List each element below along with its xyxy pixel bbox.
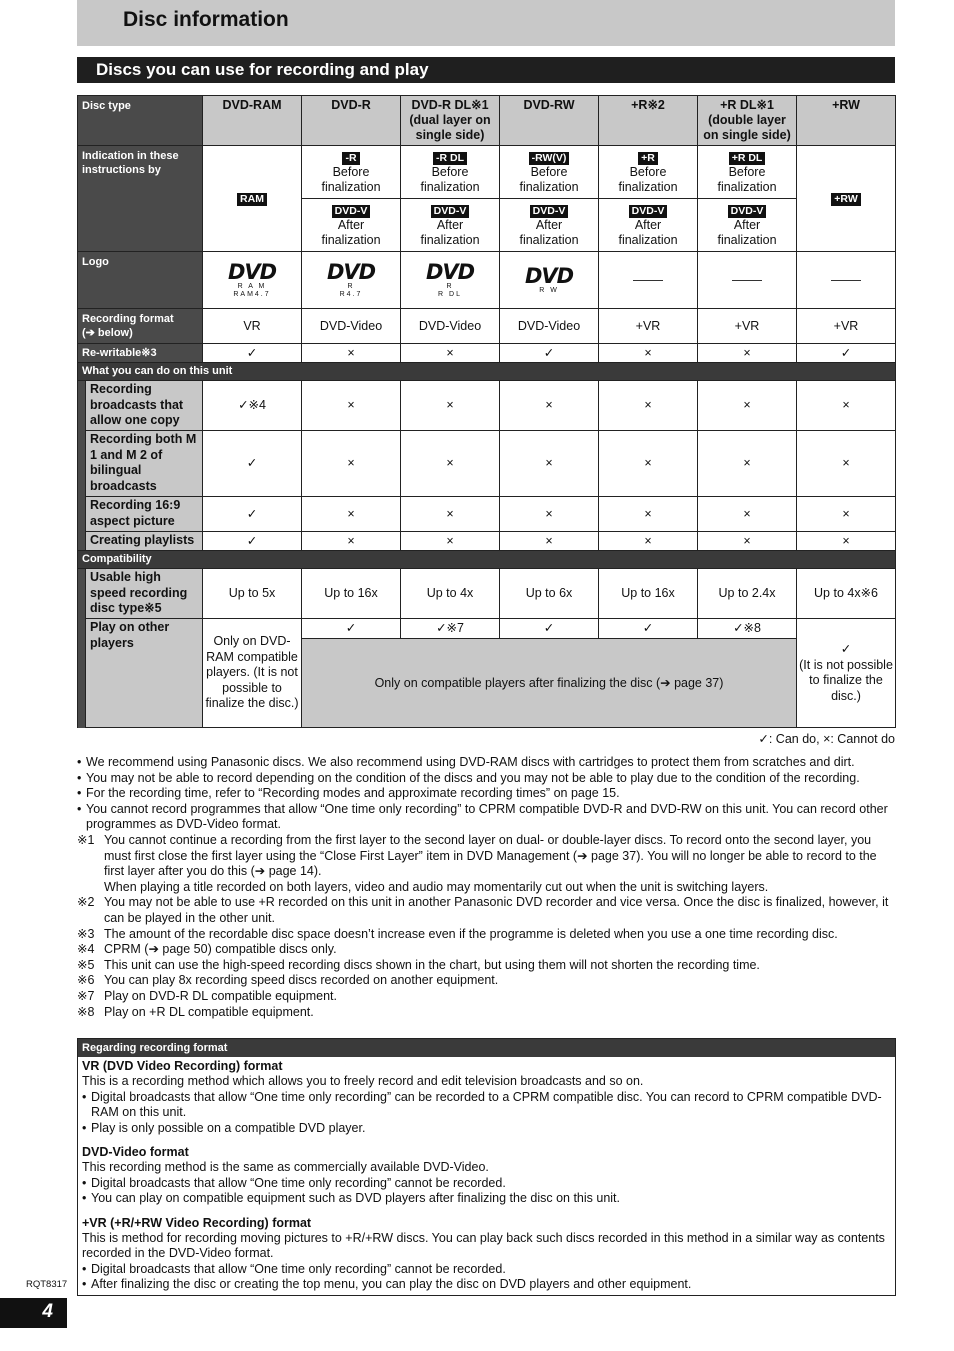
notes [77, 755, 897, 1020]
dvd-rw-logo-icon: DVD R W [524, 263, 574, 294]
ind-text: finalization [420, 232, 480, 247]
doc-id: RQT8317 [26, 1279, 68, 1290]
cell: ✓ [203, 344, 302, 363]
cell: Up to 16x [302, 569, 401, 619]
row-playlists [78, 532, 896, 551]
label-logo: Logo [78, 252, 203, 309]
bullet-item: • Digital broadcasts that allow “One time only recording” cannot be recorded. [82, 1175, 506, 1190]
vr-title: VR (DVD Video Recording) format [82, 1059, 283, 1073]
dvd-v-badge: DVD-V [530, 205, 569, 218]
ind-text: finalization [717, 179, 777, 194]
bullet-item: • For the recording time, refer to “Recording modes and approximate recording times” on page 15. [77, 786, 620, 801]
col-label: on single side) [703, 128, 791, 142]
col-label: (double layer [708, 113, 786, 127]
cell: × [302, 431, 401, 497]
col-dvd-r [302, 96, 401, 146]
bullet-text: After finalizing the disc or creating the top menu, you can play the disc on DVD players and other equipment. [91, 1277, 692, 1292]
ind-after [401, 199, 500, 252]
plus-vr-text: This is method for recording moving pictures to +R/+RW discs. You can play back such discs recorded in this method in a similar way as contents recorded in the DVD-Video format. [82, 1231, 885, 1261]
label-line: Recording format [82, 313, 174, 325]
cell: ✓ [203, 532, 302, 551]
vr-text: This is a recording method which allows you to freely record and edit television broadcasts and so on. [82, 1074, 644, 1089]
cell: × [599, 532, 698, 551]
footnote: ※2 You may not be able to use +R recorded on this unit in another Panasonic DVD recorder and vice versa. Once the disc is finalized, however, it can be played in the other unit. [77, 895, 889, 925]
footnote: ※5 This unit can use the high-speed recording discs shown in the chart, but using them will not shorten the recording time. [77, 957, 760, 972]
footnote-text: The amount of the recordable disc space doesn’t increase even if the programme is deleted when you use a one time recording disc. [104, 926, 838, 941]
ind-before [698, 146, 797, 199]
bullet-item: • You cannot record programmes that allow “One time only recording” to CPRM compatible DVD-R and DVD-RW on this unit. You can record other programmes as DVD-Video format. [77, 801, 888, 832]
col-label: single side) [415, 128, 485, 142]
ind-text: After [436, 217, 464, 232]
row-logo [78, 252, 896, 309]
ind-text: Before [332, 164, 370, 179]
logo-cell [599, 252, 698, 309]
cell: VR [203, 309, 302, 344]
cell: ✓ [302, 619, 401, 639]
format-box [77, 1038, 896, 1296]
cell: × [797, 381, 896, 431]
cell: ✓※8 [698, 619, 797, 639]
footnote-text: You can play 8x recording speed discs recorded on another equipment. [104, 973, 499, 988]
footnote: ※6 You can play 8x recording speed discs recorded on another equipment. [77, 973, 499, 988]
dvd-video-text: This recording method is the same as commercially available DVD-Video. [82, 1160, 489, 1175]
bullet-item: • We recommend using Panasonic discs. We also recommend using DVD-RAM discs with cartridges to protect them from scratches and dirt. [77, 755, 855, 769]
ind-text: Before [629, 164, 667, 179]
footnote: ※8 Play on +R DL compatible equipment. [77, 1004, 314, 1019]
indication-badge: +R DL [729, 152, 766, 165]
title-bar [77, 0, 895, 46]
cell: × [698, 532, 797, 551]
dash-icon [633, 280, 663, 281]
footnote-text: Play on DVD-R DL compatible equipment. [104, 988, 337, 1003]
row-rewritable [78, 344, 896, 363]
col-plus-r [599, 96, 698, 146]
row-compat-header [78, 551, 896, 569]
gutter [78, 619, 86, 728]
bullet-text: Play is only possible on a compatible DVD player. [91, 1120, 366, 1135]
bullet-text: You cannot record programmes that allow “One time only recording” to CPRM compatible DVD-R and DVD-RW on this unit. You can record other programmes as DVD-Video format. [86, 801, 888, 832]
row-what-header [78, 363, 896, 381]
cell: DVD-Video [302, 309, 401, 344]
ind-before [401, 146, 500, 199]
ind-text: finalization [519, 179, 579, 194]
label-playlists: Creating playlists [86, 532, 203, 551]
cell: × [698, 344, 797, 363]
cell: × [500, 532, 599, 551]
indication-badge: -R DL [433, 152, 467, 165]
bullet-item: • You may not be able to record depending on the condition of the discs and you may not be able to play due to the condition of the recording. [77, 770, 860, 785]
cell: × [302, 497, 401, 532]
cell: × [599, 344, 698, 363]
bullet-item: • After finalizing the disc or creating the top menu, you can play the disc on DVD players and other equipment. [82, 1277, 692, 1292]
col-label: DVD-RW [523, 98, 575, 112]
ind-ram [203, 146, 302, 252]
logo-cell [698, 252, 797, 309]
footnote-text: CPRM (➔ page 50) compatible discs only. [104, 942, 337, 957]
bullet-item: • Digital broadcasts that allow “One time only recording” cannot be recorded. [82, 1261, 506, 1276]
ram-badge: RAM [237, 193, 267, 206]
dash-icon [831, 280, 861, 281]
label-rec-broadcasts: Recording broadcasts that allow one copy [86, 381, 203, 431]
dvd-v-badge: DVD-V [431, 205, 470, 218]
indication-badge: -RW(V) [529, 152, 570, 165]
row-rec-169 [78, 497, 896, 532]
bullet-text: We recommend using Panasonic discs. We also recommend using DVD-RAM discs with cartridges to protect them from scratches and dirt. [86, 755, 855, 769]
cell: × [599, 497, 698, 532]
section-bar [77, 57, 895, 83]
col-label: DVD-RAM [222, 98, 282, 112]
ind-text: After [733, 217, 761, 232]
ind-before [500, 146, 599, 199]
label-disc-type: Disc type [78, 96, 203, 146]
col-label: +R※2 [631, 98, 665, 112]
bullet-item: • Digital broadcasts that allow “One time only recording” can be recorded to a CPRM compatible disc. You can record to CPRM compatible DVD-RAM on this unit. [82, 1089, 882, 1120]
label-indication: Indication in these instructions by [78, 146, 203, 252]
label-rec-bilingual: Recording both M 1 and M 2 of bilingual broadcasts [86, 431, 203, 497]
gutter [78, 431, 86, 497]
ind-text: After [634, 217, 662, 232]
row-rec-bilingual [78, 431, 896, 497]
label-play-other: Play on other players [86, 619, 203, 728]
logo-cell [401, 252, 500, 309]
dvd-r-logo-icon: DVD R R4.7 [326, 259, 376, 298]
footnote-text: This unit can use the high-speed recording discs shown in the chart, but using them will not shorten the recording time. [104, 957, 760, 972]
dvd-v-badge: DVD-V [332, 205, 371, 218]
cell: DVD-Video [401, 309, 500, 344]
ind-after [500, 199, 599, 252]
cell: × [797, 431, 896, 497]
ind-text: finalization [717, 232, 777, 247]
format-box-content [78, 1057, 895, 1295]
check-mark: ✓ [840, 642, 852, 656]
bullet-text: You may not be able to record depending on the condition of the discs and you may not be able to play due to the condition of the recording. [86, 770, 860, 785]
col-label: DVD-R DL※1 [411, 98, 489, 112]
ind-after [302, 199, 401, 252]
ind-text: After [337, 217, 365, 232]
cell: × [500, 381, 599, 431]
ind-before [302, 146, 401, 199]
play-rw-note: (It is not possible to finalize the disc.) [799, 657, 893, 703]
cell: ✓※4 [203, 381, 302, 431]
group-header-compat: Compatibility [78, 551, 896, 569]
col-label: +R DL※1 [720, 98, 774, 112]
cell: Up to 5x [203, 569, 302, 619]
page-number: 4 [42, 1301, 53, 1322]
cell: × [401, 532, 500, 551]
cell: Up to 4x※6 [797, 569, 896, 619]
row-indication-before [78, 146, 896, 199]
ind-text: finalization [618, 179, 678, 194]
indication-badge: +R [638, 152, 658, 165]
page-title: Disc information [123, 8, 289, 31]
row-speed [78, 569, 896, 619]
col-label: DVD-R [331, 98, 371, 112]
bullet-item: • Play is only possible on a compatible DVD player. [82, 1120, 366, 1135]
cell: × [500, 431, 599, 497]
plus-rw-badge: +RW [831, 193, 860, 206]
col-plus-rw [797, 96, 896, 146]
bullet-text: Digital broadcasts that allow “One time only recording” cannot be recorded. [91, 1175, 506, 1190]
footnote: ※1 You cannot continue a recording from the first layer to the second layer on dual- or double-layer discs. To record onto the second layer, you must first close the first layer using the “Close First Layer” item in DVD Management (➔ page 37). You will no longer be able to record to the first layer after you do this (➔ page 14). When playing a title recorded on both layers, video and audio may momentarily cut out when the unit is switching layers. [77, 832, 877, 894]
cell: Up to 6x [500, 569, 599, 619]
cell: × [599, 431, 698, 497]
dvd-ram-logo-icon: DVD R A M RAM4.7 [227, 259, 277, 298]
bullet-text: You can play on compatible equipment such as DVD players after finalizing the disc on this unit. [91, 1191, 621, 1206]
row-rec-format [78, 309, 896, 344]
row-rec-broadcasts [78, 381, 896, 431]
cell: +VR [797, 309, 896, 344]
cell: Up to 4x [401, 569, 500, 619]
bullet-item: • You can play on compatible equipment such as DVD players after finalizing the disc on this unit. [82, 1191, 621, 1206]
dvd-v-badge: DVD-V [629, 205, 668, 218]
ind-text: finalization [519, 232, 579, 247]
ind-text: finalization [420, 179, 480, 194]
ind-text: After [535, 217, 563, 232]
cell: × [797, 532, 896, 551]
cell: ✓ [203, 497, 302, 532]
play-plus-rw [797, 619, 896, 728]
footnote: ※3 The amount of the recordable disc space doesn’t increase even if the programme is deleted when you use a one time recording disc. [77, 926, 838, 941]
col-plus-r-dl [698, 96, 797, 146]
play-merged-note: Only on compatible players after finalizing the disc (➔ page 37) [302, 639, 797, 728]
ind-plus-rw [797, 146, 896, 252]
cell: ✓ [500, 619, 599, 639]
legend: ✓: Can do, ×: Cannot do [758, 732, 895, 746]
logo-cell [797, 252, 896, 309]
col-dvd-ram [203, 96, 302, 146]
cell: ✓ [203, 431, 302, 497]
label-rewritable: Re-writable※3 [78, 344, 203, 363]
cell: × [401, 431, 500, 497]
indication-badge: -R [342, 152, 359, 165]
row-disc-type [78, 96, 896, 146]
disc-table [77, 95, 896, 728]
bullet-text: For the recording time, refer to “Recording modes and approximate recording times” on page 15. [86, 786, 620, 801]
cell: × [302, 344, 401, 363]
dash-icon [732, 280, 762, 281]
footnote-text: Play on +R DL compatible equipment. [104, 1004, 314, 1019]
col-dvd-rw [500, 96, 599, 146]
cell: Up to 2.4x [698, 569, 797, 619]
cell: ✓ [500, 344, 599, 363]
label-rec-169: Recording 16:9 aspect picture [86, 497, 203, 532]
cell: × [401, 344, 500, 363]
cell: ✓ [599, 619, 698, 639]
bullet-text: Digital broadcasts that allow “One time only recording” cannot be recorded. [91, 1261, 506, 1276]
cell: DVD-Video [500, 309, 599, 344]
section-title: Discs you can use for recording and play [96, 60, 429, 79]
footnote-text: When playing a title recorded on both layers, video and audio may momentarily cut out when the unit is switching layers. [104, 879, 769, 894]
col-dvd-r-dl [401, 96, 500, 146]
cell: +VR [599, 309, 698, 344]
group-header-what: What you can do on this unit [78, 363, 896, 381]
cell: × [698, 381, 797, 431]
cell: × [500, 497, 599, 532]
row-play-other [78, 619, 896, 639]
format-box-header: Regarding recording format [78, 1039, 895, 1057]
cell: Up to 16x [599, 569, 698, 619]
footnote: ※4 CPRM (➔ page 50) compatible discs only. [77, 942, 337, 957]
label-speed: Usable high speed recording disc type※5 [86, 569, 203, 619]
plus-vr-title: +VR (+R/+RW Video Recording) format [82, 1215, 312, 1230]
dvd-r-dl-logo-icon: DVD R R DL [425, 259, 475, 298]
ind-after [599, 199, 698, 252]
logo-cell [500, 252, 599, 309]
dvd-v-badge: DVD-V [728, 205, 767, 218]
gutter [78, 497, 86, 532]
logo-cell [302, 252, 401, 309]
page-number-box [0, 1298, 67, 1328]
cell: × [302, 532, 401, 551]
ind-before [599, 146, 698, 199]
label-rec-format [78, 309, 203, 344]
ind-text: finalization [618, 232, 678, 247]
footnote-text: You may not be able to use +R recorded on this unit in another Panasonic DVD recorder and vice versa. Once the disc is finalized, however, it can be played in the other unit. [104, 895, 889, 925]
cell: × [401, 497, 500, 532]
cell: +VR [698, 309, 797, 344]
col-label: (dual layer on [409, 113, 491, 127]
ind-text: Before [431, 164, 469, 179]
footnote: ※7 Play on DVD-R DL compatible equipment. [77, 988, 337, 1003]
ind-text: finalization [321, 232, 381, 247]
ind-after [698, 199, 797, 252]
dvd-video-title: DVD-Video format [82, 1145, 189, 1160]
ind-text: Before [728, 164, 766, 179]
cell: × [302, 381, 401, 431]
bullet-text: Digital broadcasts that allow “One time only recording” can be recorded to a CPRM compatible disc. You can record to CPRM compatible DVD-RAM on this unit. [91, 1089, 882, 1120]
gutter [78, 532, 86, 551]
cell: × [401, 381, 500, 431]
play-ram-note: Only on DVD-RAM compatible players. (It is not possible to finalize the disc.) [203, 619, 302, 728]
logo-cell [203, 252, 302, 309]
label-line: (➔ below) [82, 327, 133, 339]
footnote-text: You cannot continue a recording from the first layer to the second layer on dual- or double-layer discs. To record onto the second layer, you must first close the first layer using the “Close First Layer” item in DVD Management (➔ page 37). You will no longer be able to record to the first layer after you do this (➔ page 14). [104, 832, 877, 879]
cell: × [599, 381, 698, 431]
cell: × [698, 431, 797, 497]
ind-text: Before [530, 164, 568, 179]
ind-text: finalization [321, 179, 381, 194]
cell: ✓※7 [401, 619, 500, 639]
col-label: +RW [832, 98, 860, 112]
cell: × [698, 497, 797, 532]
gutter [78, 381, 86, 431]
gutter [78, 569, 86, 619]
cell: × [797, 497, 896, 532]
cell: ✓ [797, 344, 896, 363]
